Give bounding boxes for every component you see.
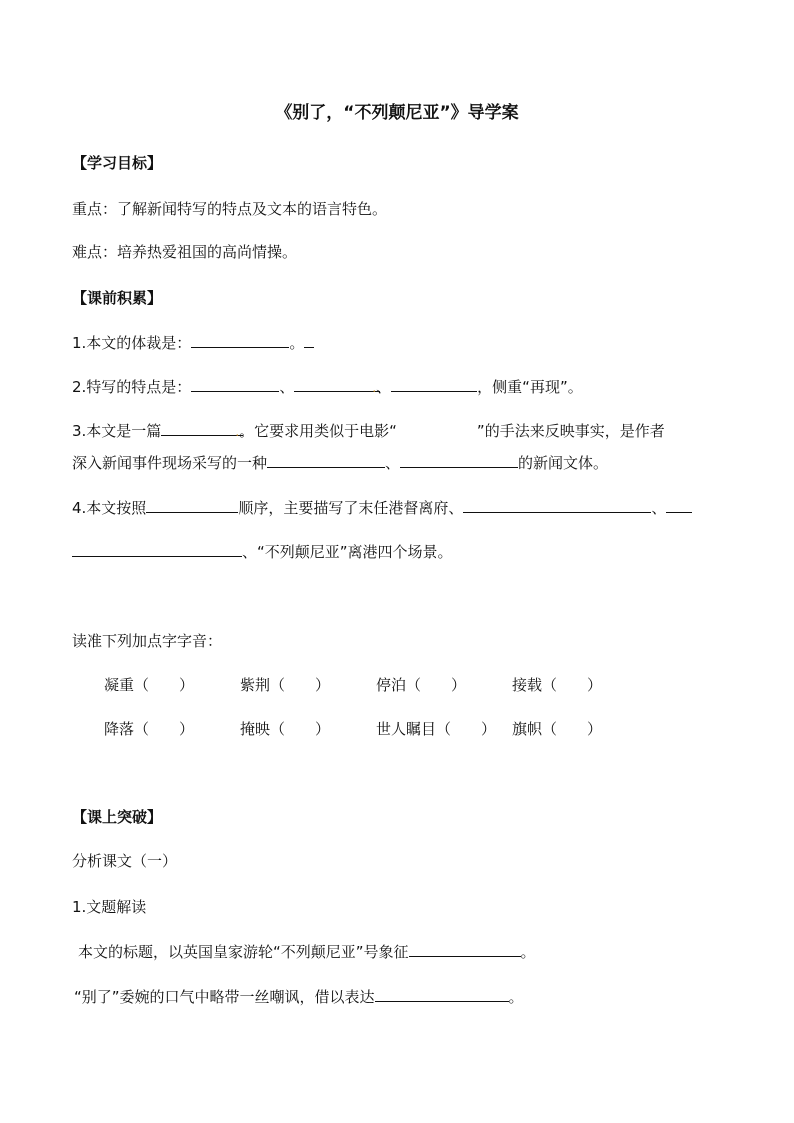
pinyin-item: 旗帜（ ） [512,720,603,738]
q4-blank-1[interactable] [146,497,238,513]
q3-blank-1[interactable] [161,420,243,436]
q2-text: 2.特写的特点是： [72,378,192,396]
q3-blank-4[interactable] [400,452,518,468]
pinyin-item: 接载（ ） [512,676,603,694]
pinyin-item: 降落（ ） [104,720,195,738]
pinyin-item: 停泊（ ） [376,676,467,694]
pinyin-item: 世人瞩目（ ） [376,720,497,738]
analysis-blank-1[interactable] [409,941,521,957]
section-pre-class: 【课前积累】 [72,289,163,307]
q3-end: ”的手法来反映事实，是作者 [476,422,665,440]
q1-blank[interactable] [191,332,289,348]
q2-end: ，侧重“再现”。 [477,378,583,396]
q4-mid: 顺序，主要描写了末任港督离府、 [238,499,464,517]
q3-text: 3.本文是一篇 [72,422,162,440]
section-in-class: 【课上突破】 [72,808,163,826]
q4-blank-3[interactable] [666,497,692,513]
pinyin-prompt: 读准下列加点字字音： [72,632,223,650]
pinyin-item: 凝重（ ） [104,676,195,694]
question-1 [72,332,314,353]
goal-key-point: 重点：了解新闻特写的特点及文本的语言特色。 [72,200,388,218]
mark-dot: . [235,425,240,439]
question-3-line-2 [72,452,608,473]
pinyin-item: 紫荆（ ） [240,676,331,694]
question-3-line-1 [72,420,665,442]
q4-text: 4.本文按照 [72,499,147,517]
question-4-line-1 [72,497,692,518]
q2-blank-1[interactable] [191,376,279,392]
analysis-heading: 分析课文（一） [72,852,178,870]
analysis-blank-2[interactable] [375,986,509,1002]
question-4-line-2 [72,541,453,562]
q1-text: 1.本文的体裁是： [72,334,192,352]
question-2 [72,376,583,398]
q4-blank-3-cont[interactable] [72,541,242,557]
goal-difficult-point: 难点：培养热爱祖国的高尚情操。 [72,243,298,261]
q4-line2-end: 、“不列颠尼亚”离港四个场景。 [242,543,453,561]
analysis-line-1 [78,941,536,962]
q3-line2-end: 的新闻文体。 [518,454,609,472]
pinyin-item: 掩映（ ） [240,720,331,738]
page-title: 《别了，“不列颠尼亚”》导学案 [275,103,519,123]
analysis-line2-text: “别了”委婉的口气中略带一丝嘲讽，借以表达 [74,988,375,1006]
q3-mid: 。它要求用类似于电影“ [239,422,397,440]
q1-end: 。 [289,334,305,352]
q4-blank-2[interactable] [463,497,651,513]
q4-sep: 、 [651,499,667,517]
q3-line2-text: 深入新闻事件现场采写的一种 [72,454,268,472]
analysis-line-2 [74,986,524,1007]
q1-blank-tail [304,332,314,348]
analysis-line2-end: 。 [508,988,524,1006]
q2-sep: 、 [279,378,295,396]
q3-sep: 、 [385,454,401,472]
q3-blank-3[interactable] [267,452,385,468]
q2-sep: 、 [376,378,392,396]
mark-dot: . [372,381,377,395]
section-learning-goals: 【学习目标】 [72,154,163,172]
q2-blank-2[interactable] [294,376,380,392]
analysis-line1-end: 。 [520,943,536,961]
q2-blank-3[interactable] [391,376,477,392]
analysis-line1-text: 本文的标题，以英国皇家游轮“不列颠尼亚”号象征 [78,943,409,961]
analysis-subheading: 1.文题解读 [72,898,147,916]
